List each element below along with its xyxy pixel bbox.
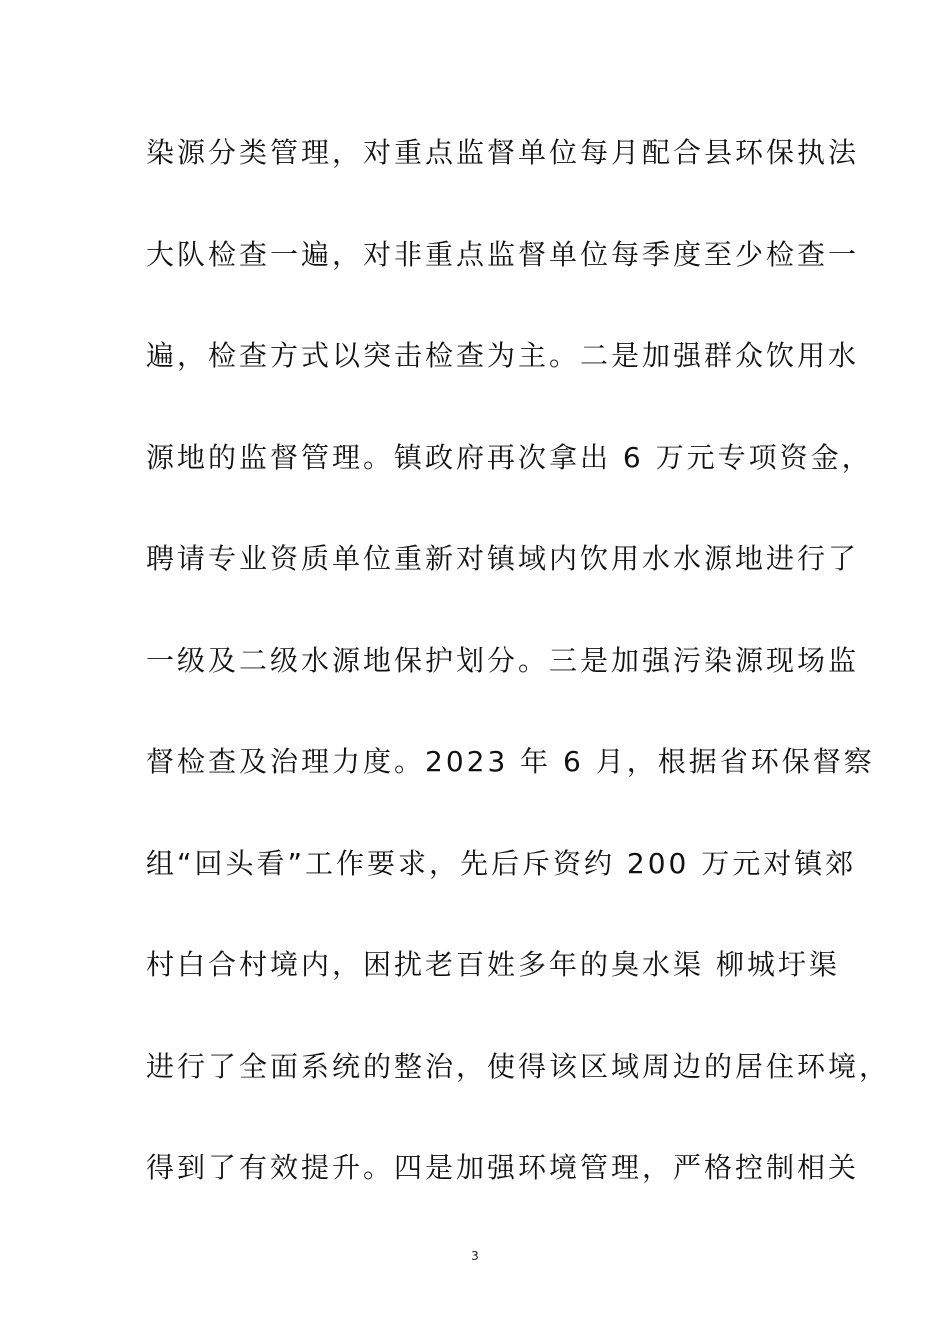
text-line: 一级及二级水源地保护划分。三是加强污染源现场监: [146, 643, 860, 677]
page-number: 3: [471, 1249, 479, 1263]
text-line: 组“回头看”工作要求，先后斥资约 200 万元对镇郊: [146, 846, 857, 880]
text-line: 大队检查一遍，对非重点监督单位每季度至少检查一: [146, 237, 860, 271]
text-line: 聘请专业资质单位重新对镇域内饮用水水源地进行了: [146, 542, 860, 575]
text-line: 遍，检查方式以突击检查为主。二是加强群众饮用水: [146, 339, 860, 372]
text-line: 村白合村境内，困扰老百姓多年的臭水渠 柳城圩渠: [146, 948, 840, 981]
text-line: 源地的监督管理。镇政府再次拿出 6 万元专项资金，: [146, 440, 873, 474]
body-text: [146, 128, 891, 1245]
text-line: 进行了全面系统的整治，使得该区域周边的居住环境，: [146, 1049, 891, 1083]
text-line: 染源分类管理，对重点监督单位每月配合县环保执法: [146, 136, 860, 169]
text-line: 得到了有效提升。四是加强环境管理，严格控制相关: [146, 1151, 860, 1184]
text-line: 督检查及治理力度。2023 年 6 月，根据省环保督察: [146, 745, 875, 778]
